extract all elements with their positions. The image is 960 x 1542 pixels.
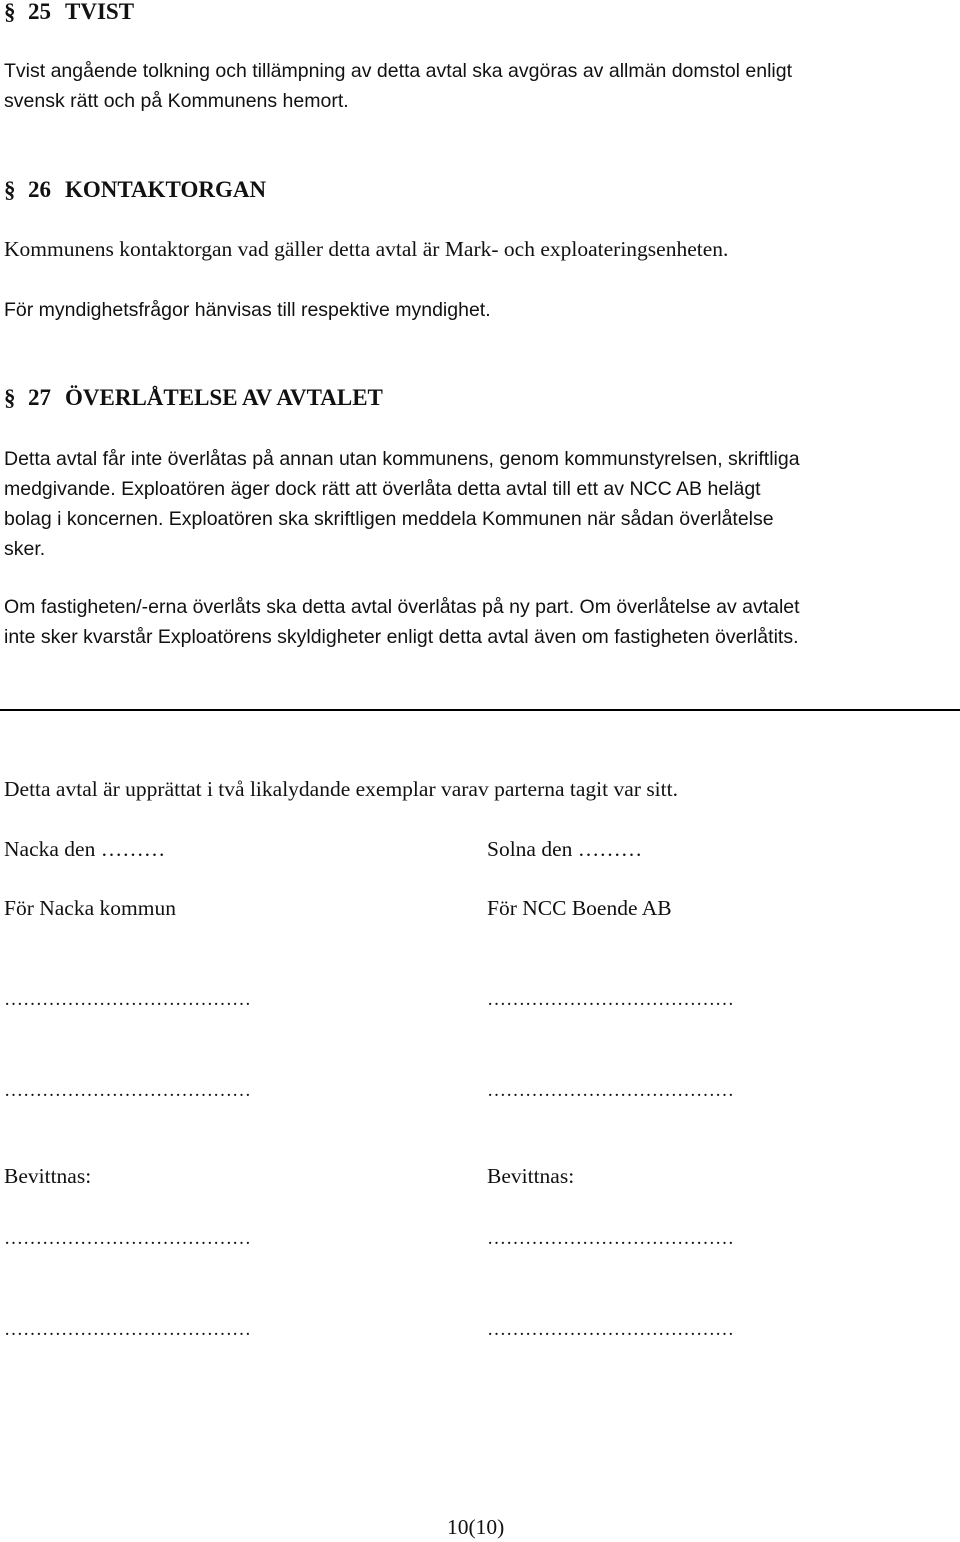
section-25-text-line-2: svensk rätt och på Kommunens hemort. — [4, 90, 349, 112]
section-27-p2-line-1: Om fastigheten/-erna överlåts ska detta avtal överlåtas på ny part. Om överlåtelse av avtalet — [4, 596, 800, 618]
section-26-paragraph-2: För myndighetsfrågor hänvisas till respektive myndighet. — [4, 299, 491, 321]
right-signature-line-2: ………………………………… — [487, 1080, 734, 1101]
right-witness-line-1: ………………………………… — [487, 1228, 734, 1249]
section-symbol: § — [4, 0, 16, 24]
section-27-heading — [4, 384, 383, 412]
left-witness-label: Bevittnas: — [4, 1164, 92, 1188]
left-place-date: Nacka den ……… — [4, 837, 166, 861]
left-witness-line-1: ………………………………… — [4, 1228, 251, 1249]
section-27-p1-line-1: Detta avtal får inte överlåtas på annan utan kommunens, genom kommunstyrelsen, skriftliga — [4, 448, 800, 470]
section-27-p1-line-3: bolag i koncernen. Exploatören ska skriftligen meddela Kommunen när sådan överlåtelse — [4, 508, 774, 530]
left-party-name: För Nacka kommun — [4, 896, 176, 920]
signature-statement: Detta avtal är upprättat i två likalydande exemplar varav parterna tagit var sitt. — [4, 777, 678, 801]
section-symbol: § — [4, 177, 16, 202]
section-26-heading — [4, 176, 266, 204]
right-party-name: För NCC Boende AB — [487, 896, 672, 920]
horizontal-divider — [0, 709, 960, 711]
section-number: 26 — [28, 177, 51, 202]
section-title: KONTAKTORGAN — [65, 177, 267, 202]
section-symbol: § — [4, 385, 16, 410]
right-witness-label: Bevittnas: — [487, 1164, 575, 1188]
left-signature-line-2: ………………………………… — [4, 1080, 251, 1101]
section-25-heading — [4, 0, 134, 26]
right-place-date: Solna den ……… — [487, 837, 643, 861]
section-25-text-line-1: Tvist angående tolkning och tillämpning av detta avtal ska avgöras av allmän domstol enligt — [4, 60, 793, 82]
section-26-paragraph-1: Kommunens kontaktorgan vad gäller detta avtal är Mark- och exploateringsenheten. — [4, 237, 729, 261]
section-number: 27 — [28, 385, 51, 410]
right-witness-line-2: ………………………………… — [487, 1319, 734, 1340]
section-number: 25 — [28, 0, 51, 24]
page-number: 10(10) — [447, 1515, 505, 1539]
left-signature-line-1: ………………………………… — [4, 989, 251, 1010]
section-27-p1-line-2: medgivande. Exploatören äger dock rätt att överlåta detta avtal till ett av NCC AB helägt — [4, 478, 761, 500]
section-title: TVIST — [65, 0, 135, 24]
section-title: ÖVERLÅTELSE AV AVTALET — [65, 385, 383, 410]
section-27-p2-line-2: inte sker kvarstår Exploatörens skyldigheter enligt detta avtal även om fastigheten överlåtits. — [4, 626, 799, 648]
right-signature-line-1: ………………………………… — [487, 989, 734, 1010]
left-witness-line-2: ………………………………… — [4, 1319, 251, 1340]
section-27-p1-line-4: sker. — [4, 538, 46, 560]
